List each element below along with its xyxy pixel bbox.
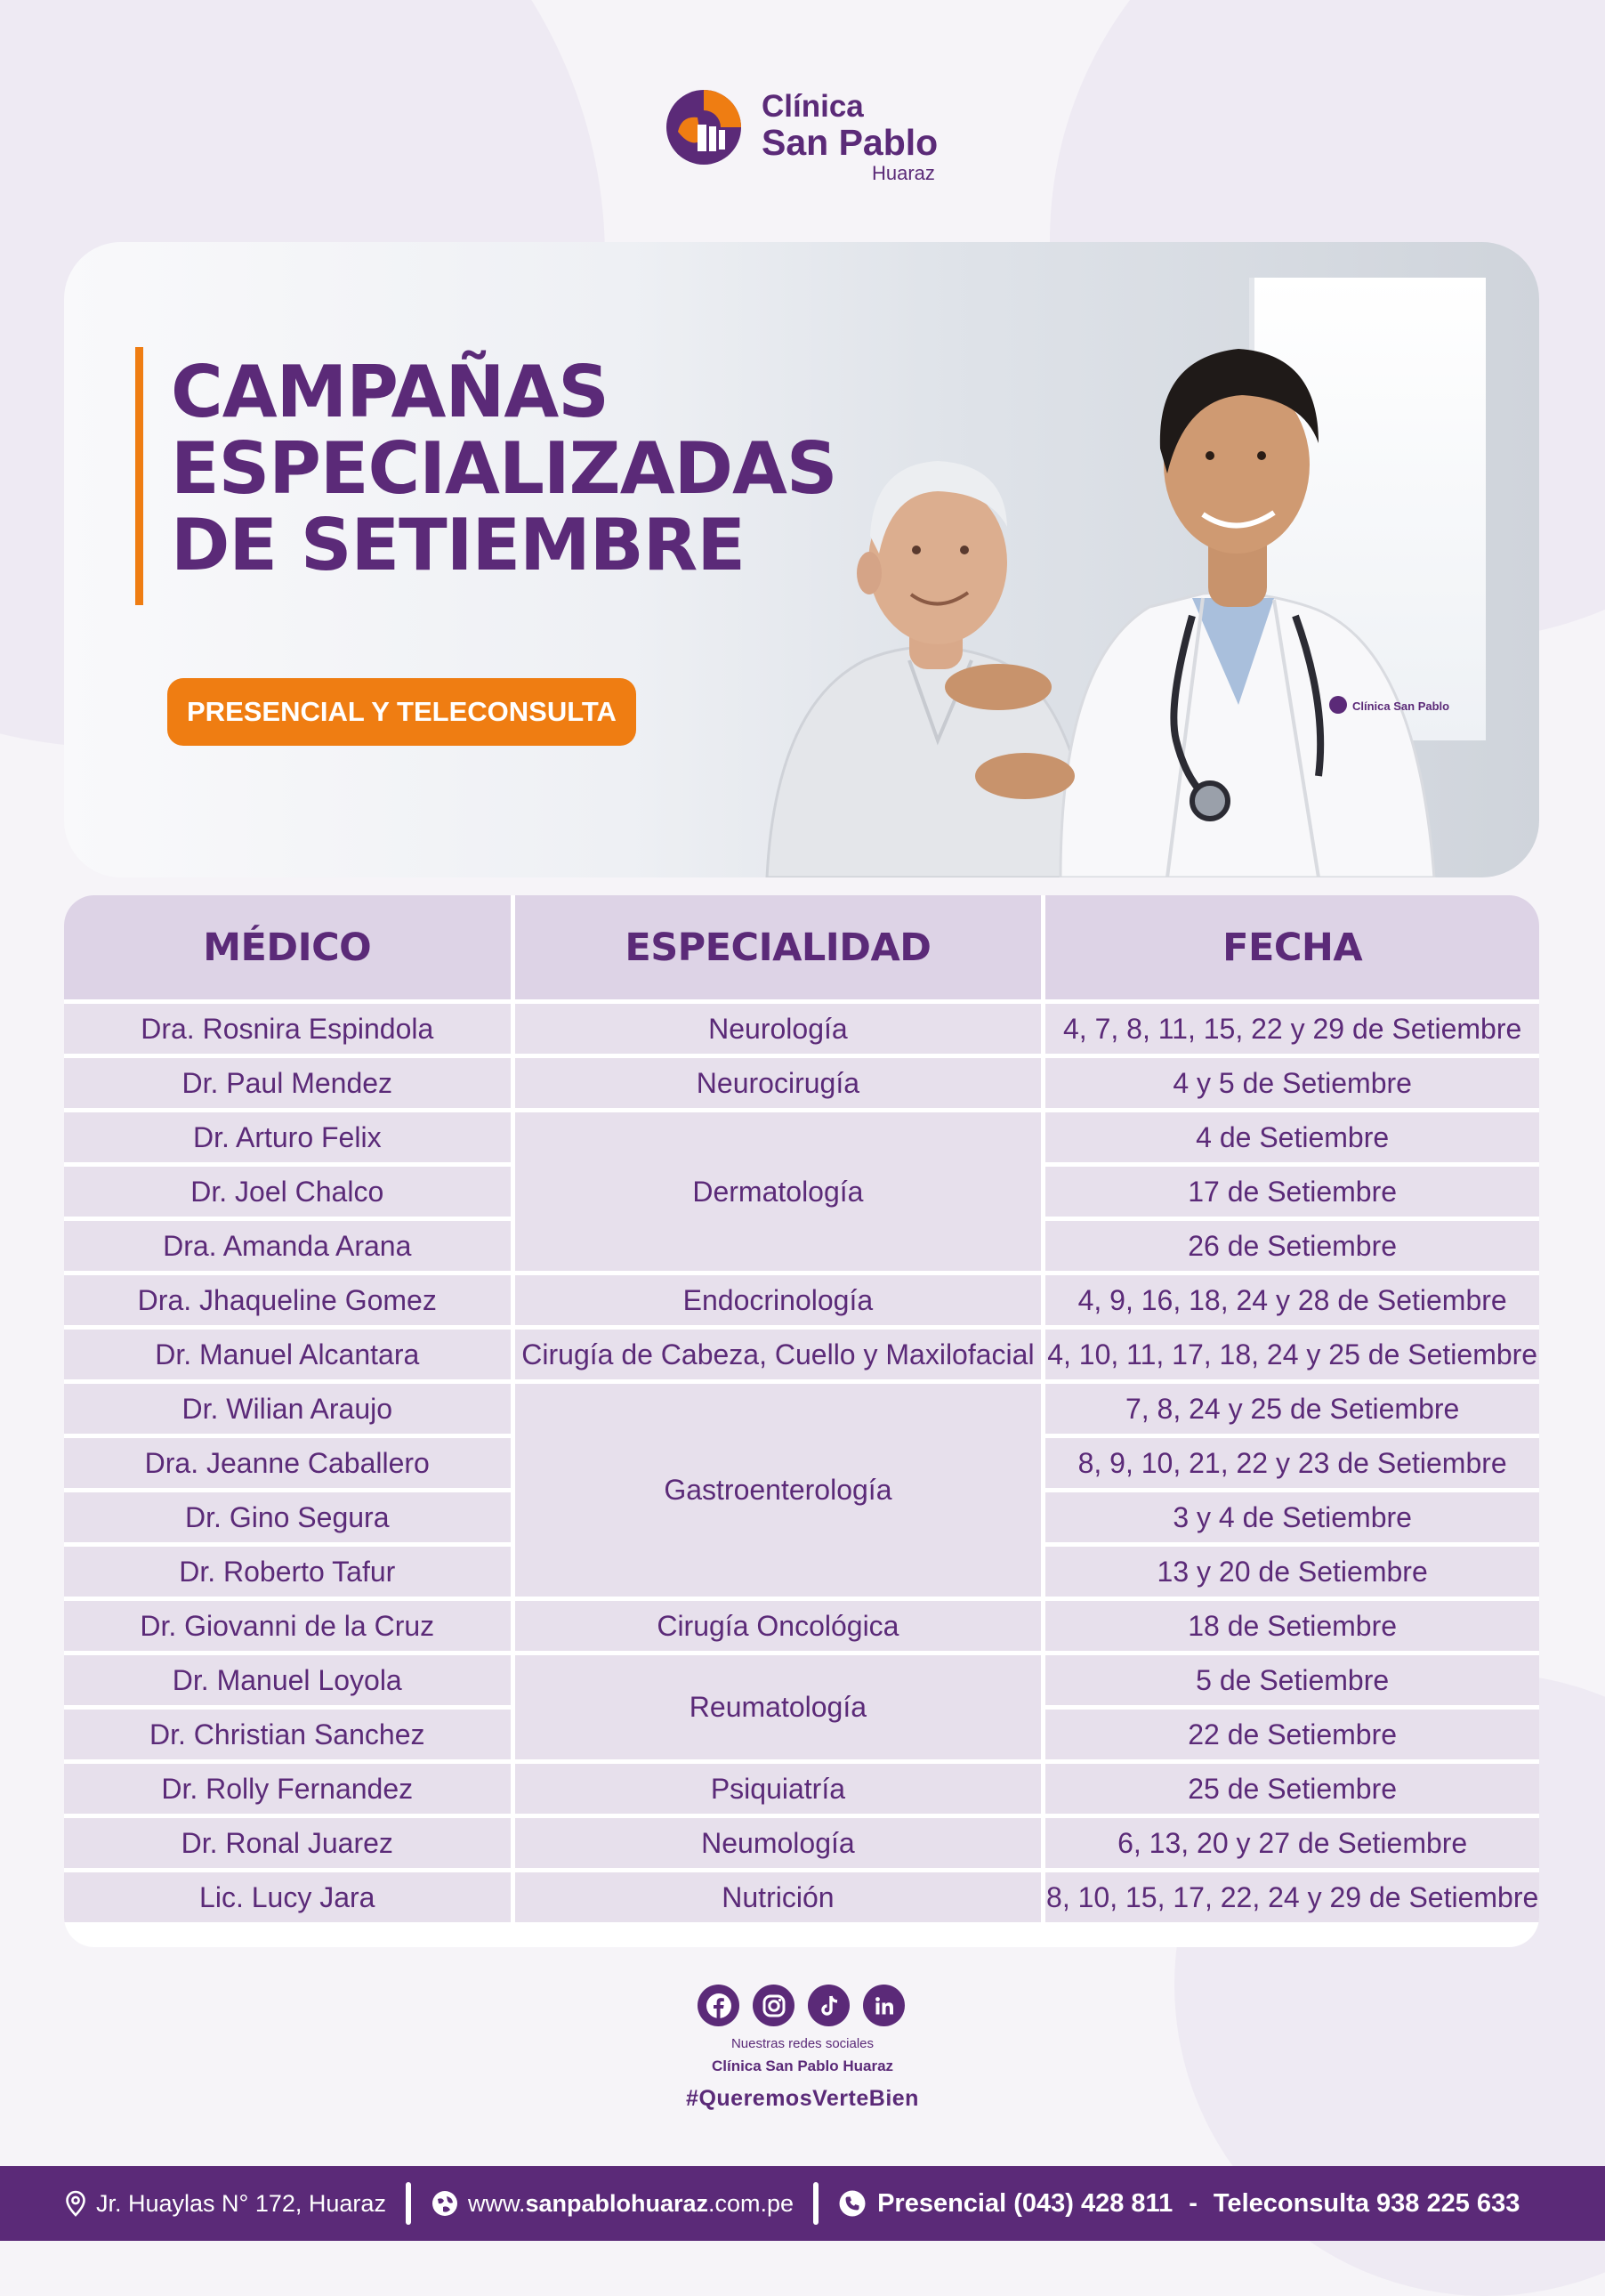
clinic-name-line2: San Pablo <box>762 122 939 163</box>
date-cell: 17 de Setiembre <box>1045 1167 1539 1217</box>
linkedin-icon[interactable] <box>863 1985 905 2026</box>
doctor-cell: Dr. Wilian Araujo <box>64 1384 511 1434</box>
specialty-cell: Neumología <box>515 1818 1042 1868</box>
specialty-cell: Neurología <box>515 1004 1042 1054</box>
doctor-cell: Dr. Christian Sanchez <box>64 1710 511 1759</box>
date-cell: 5 de Setiembre <box>1045 1655 1539 1705</box>
specialty-cell: Cirugía Oncológica <box>515 1601 1042 1651</box>
doctor-patient-photo <box>705 242 1539 877</box>
date-cell: 7, 8, 24 y 25 de Setiembre <box>1045 1384 1539 1434</box>
hero-banner <box>64 242 1539 877</box>
social-account-name: Clínica San Pablo Huaraz <box>711 2058 894 2074</box>
column-header-date: FECHA <box>1045 895 1539 999</box>
website-prefix: www. <box>467 2189 526 2217</box>
schedule-table <box>64 895 1539 1947</box>
phone-presencial: Presencial (043) 428 811 <box>877 2188 1174 2218</box>
date-cell: 4 de Setiembre <box>1045 1112 1539 1162</box>
footer-divider <box>406 2182 411 2225</box>
hero-title-line: ESPECIALIZADAS <box>171 427 837 510</box>
address <box>64 2190 386 2218</box>
footer-divider <box>813 2182 819 2225</box>
table-row <box>64 1384 1539 1434</box>
date-cell: 4, 9, 16, 18, 24 y 28 de Setiembre <box>1045 1275 1539 1325</box>
clinic-name-line1: Clínica <box>762 89 864 124</box>
social-links <box>698 1985 907 2027</box>
website-domain: sanpablohuaraz <box>525 2189 709 2217</box>
table-row <box>64 1655 1539 1705</box>
hero-title-line: CAMPAÑAS <box>171 351 609 433</box>
doctor-cell: Dr. Manuel Alcantara <box>64 1330 511 1379</box>
doctor-cell: Dr. Ronal Juarez <box>64 1818 511 1868</box>
date-cell: 3 y 4 de Setiembre <box>1045 1492 1539 1542</box>
doctor-cell: Dra. Rosnira Espindola <box>64 1004 511 1054</box>
specialty-cell: Neurocirugía <box>515 1058 1042 1108</box>
table-row <box>64 1818 1539 1868</box>
website-link[interactable] <box>431 2189 794 2218</box>
location-pin-icon <box>64 2190 87 2217</box>
consult-mode-badge: PRESENCIAL Y TELECONSULTA <box>167 678 636 746</box>
date-cell: 26 de Setiembre <box>1045 1221 1539 1271</box>
date-cell: 25 de Setiembre <box>1045 1764 1539 1814</box>
address-text: Jr. Huaylas N° 172, Huaraz <box>96 2189 386 2217</box>
doctor-cell: Dr. Gino Segura <box>64 1492 511 1542</box>
doctor-cell: Dr. Paul Mendez <box>64 1058 511 1108</box>
date-cell: 13 y 20 de Setiembre <box>1045 1547 1539 1597</box>
table-row <box>64 1330 1539 1379</box>
date-cell: 4, 7, 8, 11, 15, 22 y 29 de Setiembre <box>1045 1004 1539 1054</box>
doctor-cell: Dr. Roberto Tafur <box>64 1547 511 1597</box>
specialty-cell: Psiquiatría <box>515 1764 1042 1814</box>
date-cell: 4, 10, 11, 17, 18, 24 y 25 de Setiembre <box>1045 1330 1539 1379</box>
specialty-cell: Reumatología <box>515 1655 1042 1759</box>
table-row <box>64 1004 1539 1054</box>
phone-numbers <box>838 2189 1520 2219</box>
phone-icon <box>838 2189 867 2218</box>
table-row <box>64 1872 1539 1922</box>
specialty-cell: Gastroenterología <box>515 1384 1042 1597</box>
title-accent-bar <box>135 347 143 605</box>
hashtag: #QueremosVerteBien <box>686 2086 919 2111</box>
phone-teleconsulta: Teleconsulta 938 225 633 <box>1213 2188 1520 2218</box>
table-row <box>64 1058 1539 1108</box>
column-header-doctor: MÉDICO <box>64 895 511 999</box>
doctor-cell: Lic. Lucy Jara <box>64 1872 511 1922</box>
doctor-cell: Dr. Manuel Loyola <box>64 1655 511 1705</box>
date-cell: 22 de Setiembre <box>1045 1710 1539 1759</box>
specialty-cell: Dermatología <box>515 1112 1042 1271</box>
doctor-cell: Dra. Jhaqueline Gomez <box>64 1275 511 1325</box>
date-cell: 18 de Setiembre <box>1045 1601 1539 1651</box>
clinic-name <box>762 89 939 163</box>
date-cell: 4 y 5 de Setiembre <box>1045 1058 1539 1108</box>
table-header-row <box>64 895 1539 999</box>
facebook-icon[interactable] <box>698 1985 739 2026</box>
clinic-logo-icon <box>665 89 742 166</box>
doctor-cell: Dra. Amanda Arana <box>64 1221 511 1271</box>
social-caption: Nuestras redes sociales <box>730 2036 875 2051</box>
phone-separator: - <box>1189 2188 1198 2218</box>
table-row <box>64 1601 1539 1651</box>
contact-footer <box>0 2166 1605 2241</box>
clinic-city: Huaraz <box>872 162 935 184</box>
clinic-logo <box>665 85 950 187</box>
doctor-cell: Dr. Rolly Fernandez <box>64 1764 511 1814</box>
table-row <box>64 1112 1539 1162</box>
doctor-cell: Dr. Giovanni de la Cruz <box>64 1601 511 1651</box>
coat-logo-text: Clínica San Pablo <box>1352 699 1450 713</box>
globe-icon <box>431 2189 459 2218</box>
date-cell: 8, 10, 15, 17, 22, 24 y 29 de Setiembre <box>1045 1872 1539 1922</box>
doctor-cell: Dra. Jeanne Caballero <box>64 1438 511 1488</box>
doctor-cell: Dr. Arturo Felix <box>64 1112 511 1162</box>
website-suffix: .com.pe <box>708 2189 794 2217</box>
column-header-specialty: ESPECIALIDAD <box>515 895 1042 999</box>
instagram-icon[interactable] <box>753 1985 794 2026</box>
date-cell: 8, 9, 10, 21, 22 y 23 de Setiembre <box>1045 1438 1539 1488</box>
table-row <box>64 1764 1539 1814</box>
date-cell: 6, 13, 20 y 27 de Setiembre <box>1045 1818 1539 1868</box>
specialty-cell: Cirugía de Cabeza, Cuello y Maxilofacial <box>515 1330 1042 1379</box>
hero-title-line: DE SETIEMBRE <box>171 504 745 586</box>
doctor-cell: Dr. Joel Chalco <box>64 1167 511 1217</box>
tiktok-icon[interactable] <box>808 1985 850 2026</box>
specialty-cell: Nutrición <box>515 1872 1042 1922</box>
table-row <box>64 1275 1539 1325</box>
specialty-cell: Endocrinología <box>515 1275 1042 1325</box>
